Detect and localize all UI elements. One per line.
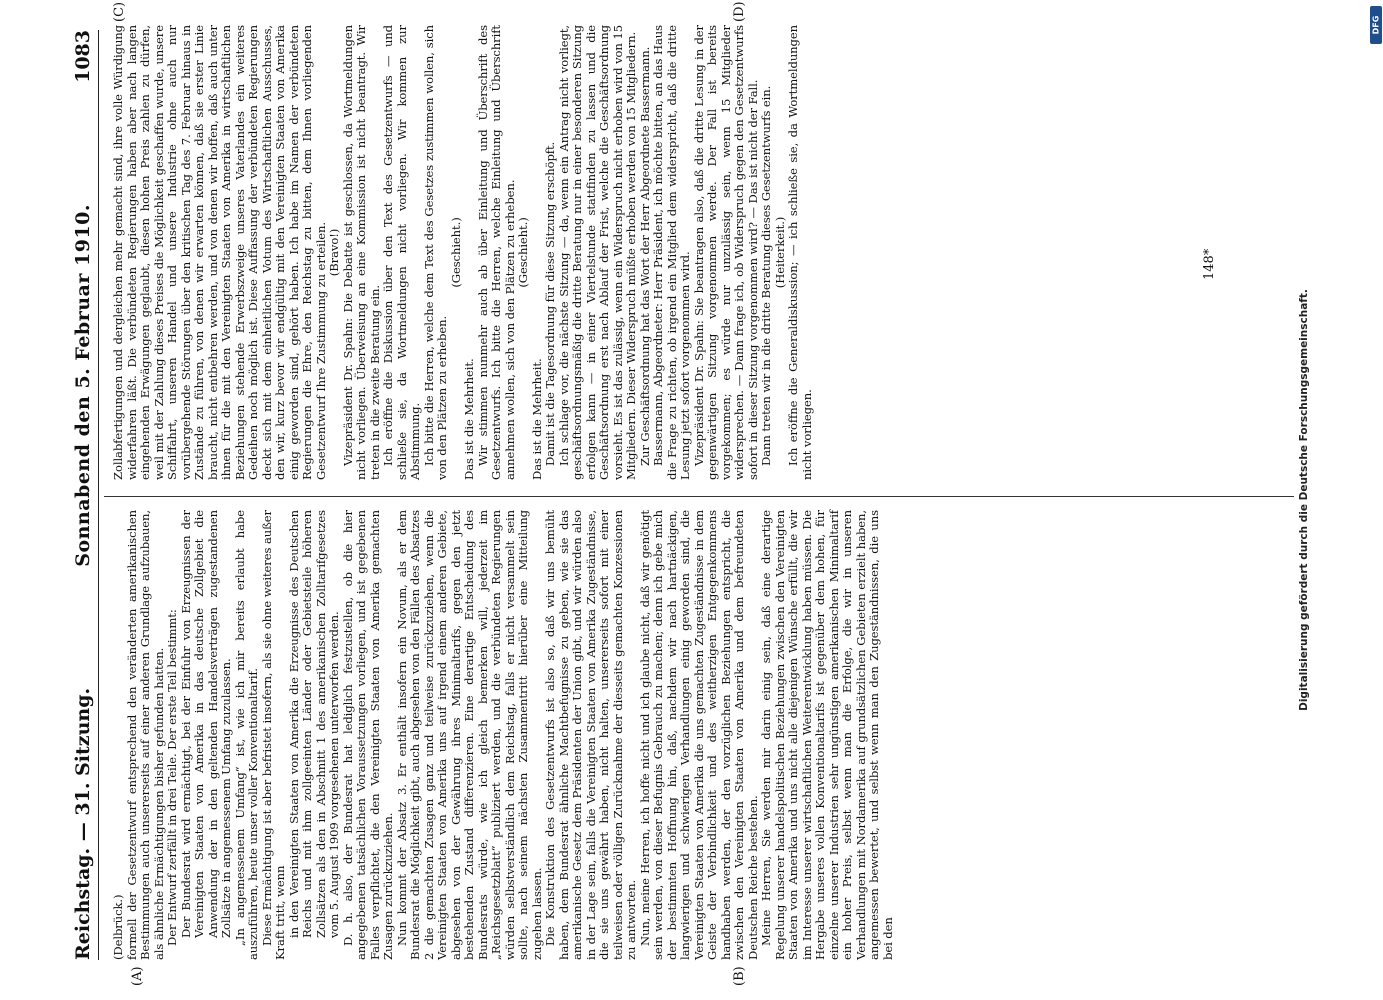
paragraph: Zollabfertigungen und dergleichen mehr gemacht sind, ihre volle Würdigung widerfahren läßt. Die verbündeten Regierungen haben aber nach langen eingehenden Erwägungen geglaubt, diesen hohen Preis zahlen zu dürfen, weil mit der Zahlung dieses Preises die Möglichkeit geschaffen wurde, unsere Schiffahrt, unseren Handel und unsere Industrie ohne auch nur vorübergehende Störungen über den kritischen Tag des 7. Februar hinaus in Zustände zu führen, von denen wir erwarten können, daß sie erster Linie braucht, nicht entbehren werden, und von denen wir hoffen, daß auch unter ihnen für die mit den Vereinigten Staaten von Amerika in wirtschaftlichen Beziehungen stehende Erwerbszweige unseres Vaterlandes ein weiteres Gedeihen noch möglich ist. Diese Auffassung der verbündeten Regierungen deckt sich mit dem einheitlichen Votum des Wirtschaftlichen Ausschusses, den wir, kurz bevor wir endgültig mit den Vereinigten Staaten von Amerika einig geworden sind, gehört haben. Ich habe im Namen der verbündeten Regierungen die Ehre, den Reichstag zu bitten, dem Ihnen vorliegenden Gesetzentwurf Ihre Zustimmung zu erteilen. <box>110 25 327 480</box>
paragraph: Vizepräsident Dr. Spahn: Sie beantragen also, daß die dritte Lesung in der gegenwärtigen Sitzung vorgenommen werde. Der Fall ist bereits vorgekommen; es würde nur unzulässig sein, wenn 15 Mitglieder widersprechen. — Dann frage ich, ob Widerspruch gegen den Gesetzentwurfs sofort in dieser Sitzung vorgenommen wird? — Das ist nicht der Fall. <box>691 25 759 480</box>
interjection: (Geschieht.) <box>448 217 462 288</box>
paragraph: Ich eröffne die Generaldiskussion; — ich schließe sie, da Wortmeldungen nicht vorliegen. <box>785 25 813 480</box>
paragraph: Die Konstruktion des Gesetzentwurfs ist also so, daß wir uns bemüht haben, dem Bundesrat ähnliche Machtbefugnisse zu geben, wie sie das amerikanische Gesetz dem Präsidenten der Union gibt, und wir würden also in der Lage sein, falls die Vereinigten Staaten von Amerika Zugeständnisse, die sie uns gewährt haben, nicht halten, unsererseits sofort mit einer teilweisen oder völligen Zurücknahme der diesseits gemachten Konzessionen zu antworten. <box>542 510 638 960</box>
quoted-provision: Der Bundesrat wird ermächtigt, bei der Einfuhr von Erzeugnissen der Vereinigten Staaten von Amerika in das deutsche Zollgebiet die Anwendung der in den geltenden Handelsverträgen zugestandenen Zollsätze in angemessenem Umfang zuzulassen. <box>178 510 233 938</box>
paragraph: formell der Gesetzentwurf entsprechend den veränderten amerikanischen Bestimmungen auch unsererseits auf einer anderen Grundlage aufzubauen, als ähnliche Ermächtigungen bisher gefunden hatten. <box>124 510 165 960</box>
paragraph: Der Entwurf zerfällt in drei Teile. Der erste Teil bestimmt: <box>164 609 179 946</box>
left-column <box>112 510 895 960</box>
header-date: Sonnabend den 5. Februar 1910. <box>71 204 94 567</box>
margin-marker-c: (C) <box>111 1 127 22</box>
paragraph: Zur Geschäftsordnung hat das Wort der Herr Abgeordnete Bassermann. <box>637 46 651 466</box>
paragraph: Wir stimmen nunmehr auch ab über Einleitung und Überschrift des Gesetzentwurfs. Ich bitte die Herren, welche Einleitung und Überschrift annehmen wollen, sich von den Plätzen zu erheben. <box>475 25 516 480</box>
margin-marker-b: (B) <box>731 966 747 986</box>
paragraph: Dann treten wir in die dritte Beratung dieses Gesetzentwurfs ein. <box>758 85 773 466</box>
paragraph: Ich schlage vor, die nächste Sitzung — da, wenn ein Antrag nicht vorliegt, geschäftsordnungsmäßig die dritte Beratung nur in einer besonderen Sitzung erfolgen kann — in einer Viertelstunde stattfinden zu lassen und die Geschäftsordnung erst nach Ablauf der Frist, welche die Geschäftsordnung vorsieht. Es ist das zulässig, wenn ein Widerspruch nicht erhoben wird von 15 Mitgliedern. Dieser Widerspruch müßte erhoben werden von 15 Mitgliedern. <box>556 25 638 480</box>
digitization-note <box>1294 10 1314 990</box>
paragraph: Damit ist die Tagesordnung für diese Sitzung erschöpft. <box>542 141 557 466</box>
paragraph: Ich eröffne die Diskussion über den Text des Gesetzentwurfs — und schließe sie, da Wortmeldungen nicht vorliegen. Wir kommen zur Abstimmung. <box>380 25 422 480</box>
paragraph: Das ist die Mehrheit. <box>461 358 476 480</box>
right-column <box>112 25 814 480</box>
paragraph: Diese Ermächtigung ist aber befristet insofern, als sie ohne weiteres außer Kraft tritt, wenn <box>259 510 287 960</box>
paragraph: Bassermann, Abgeordneter: Herr Präsident, ich möchte bitten, an das Haus die Frage zu richten, ob irgend ein Mitglied dem widerspricht, daß die dritte Lesung jetzt sofort vorgenommen wird. <box>650 25 692 480</box>
page-number: 1083 <box>71 30 94 83</box>
paragraph: Nun, meine Herren, ich hoffe nicht und ich glaube nicht, daß wir genötigt sein werden, von dieser Befugnis Gebrauch zu machen; denn ich gebe mich der bestimmten Hoffnung hin, daß, nachdem wir nach hartnäckigen, langwierigen und schwierigen Verhandlungen einig geworden sind, die Vereinigten Staaten von Amerika die uns gemachten Zugeständnisse in dem Geiste der Verbindlichkeit und des weitherzigen Entgegenkommens handhaben werden, der den vorzüglichen Beziehungen entspricht, die zwischen den Vereinigten Staaten von Amerika und dem befreundeten Deutschen Reiche bestehen. <box>637 510 759 960</box>
margin-marker-d: (D) <box>731 1 747 22</box>
paragraph: Ich bitte die Herren, welche dem Text des Gesetzes zustimmen wollen, sich von den Plätzen zu erheben. <box>421 25 449 480</box>
header-left: Reichstag. — 31. Sitzung. <box>71 687 94 960</box>
paragraph: Vizepräsident Dr. Spahn: Die Debatte ist geschlossen, da Wortmeldungen nicht vorliegen. Überweisung an eine Kommission ist nicht beantragt. Wir treten in die zweite Beratung ein. <box>340 25 381 480</box>
digitization-note-text: Digitalisierung gefördert durch die Deutsche Forschungsgemeinschaft. <box>1298 289 1310 711</box>
interjection: (Heiterkeit.) <box>772 216 786 289</box>
quoted-provision: in den Vereinigten Staaten von Amerika die Erzeugnisse des Deutschen Reichs und mit ihm zollgeeinten Länder oder Gebietsteile höheren Zollsätzen als den in Abschnitt 1 des amerikanischen Zolltarifgesetzes vom 5. August 1909 vorgesehenen unterworfen werden. <box>286 510 341 938</box>
sheet-signature: 148* <box>1201 248 1217 280</box>
paragraph: „In angemessenem Umfang“ ist, wie ich mir bereits erlaubt habe auszuführen, heute unser voller Konventionaltarif. <box>232 510 260 960</box>
interjection: (Geschieht.) <box>515 217 530 288</box>
interjection: (Bravo!) <box>326 228 341 277</box>
margin-marker-a: (A) <box>129 966 145 986</box>
paragraph: D. h. also, der Bundesrat hat lediglich festzustellen, ob die hier angegebenen tatsächlichen Voraussetzungen vorliegen, und ist gegebenen Falles verpflichtet, die den Vereinigten Staaten von Amerika gemachten Zusagen zurückzuziehen. <box>340 510 395 960</box>
paragraph: Meine Herren, Sie werden mir darin einig sein, daß eine derartige Regelung unserer handelspolitischen Beziehungen zwischen den Vereinigten Staaten von Amerika und uns nicht alle diejenigen Wünsche erfüllt, die wir im Interesse unserer wirtschaftlichen Weiterentwicklung haben müssen. Die Hergabe unseres vollen Konventionaltarifs ist gegenüber dem hohen, für einzelne unserer Industrien sehr ungünstigen amerikanischen Minimaltarif ein hoher Preis, selbst wenn man die Erfolge, die wir in unseren Verhandlungen mit Nordamerika auf grundsätzlichen Gebieten erzielt haben, angemessen bewertet, und selbst wenn man den Zugeständnissen, die uns bei den <box>758 510 894 960</box>
document-page <box>42 0 1342 1000</box>
dfg-logo <box>1370 6 1382 44</box>
column-divider <box>104 496 1294 497</box>
speaker-tag: (Delbrück.) <box>110 894 125 960</box>
running-header <box>60 30 99 960</box>
paragraph: Das ist die Mehrheit. <box>529 358 543 480</box>
paragraph: Nun kommt der Absatz 3. Er enthält insofern ein Novum, als er dem Bundesrat die Möglichkeit gibt, auch abgesehen von den Fällen des Absatzes 2 die gemachten Zusagen ganz und teilweise zurückzuziehen, wenn die Vereinigten Staaten von Amerika uns auf irgend einem anderen Gebiete, abgesehen von der Gewährung ihres Minimaltarifs, gegen den jetzt bestehenden Zustand differenzieren. Eine derartige Entscheidung des Bundesrats würde, wie ich gleich bemerken will, jederzeit im „Reichsgesetzblatt“ publiziert werden, und die verbündeten Regierungen würden selbstverständlich dem Reichstag, falls er nicht versammelt sein sollte, nach seinem nächsten Zusammentritt hierüber eine Mitteilung zugehen lassen. <box>394 510 543 960</box>
dfg-logo-text: DFG <box>1371 15 1381 35</box>
